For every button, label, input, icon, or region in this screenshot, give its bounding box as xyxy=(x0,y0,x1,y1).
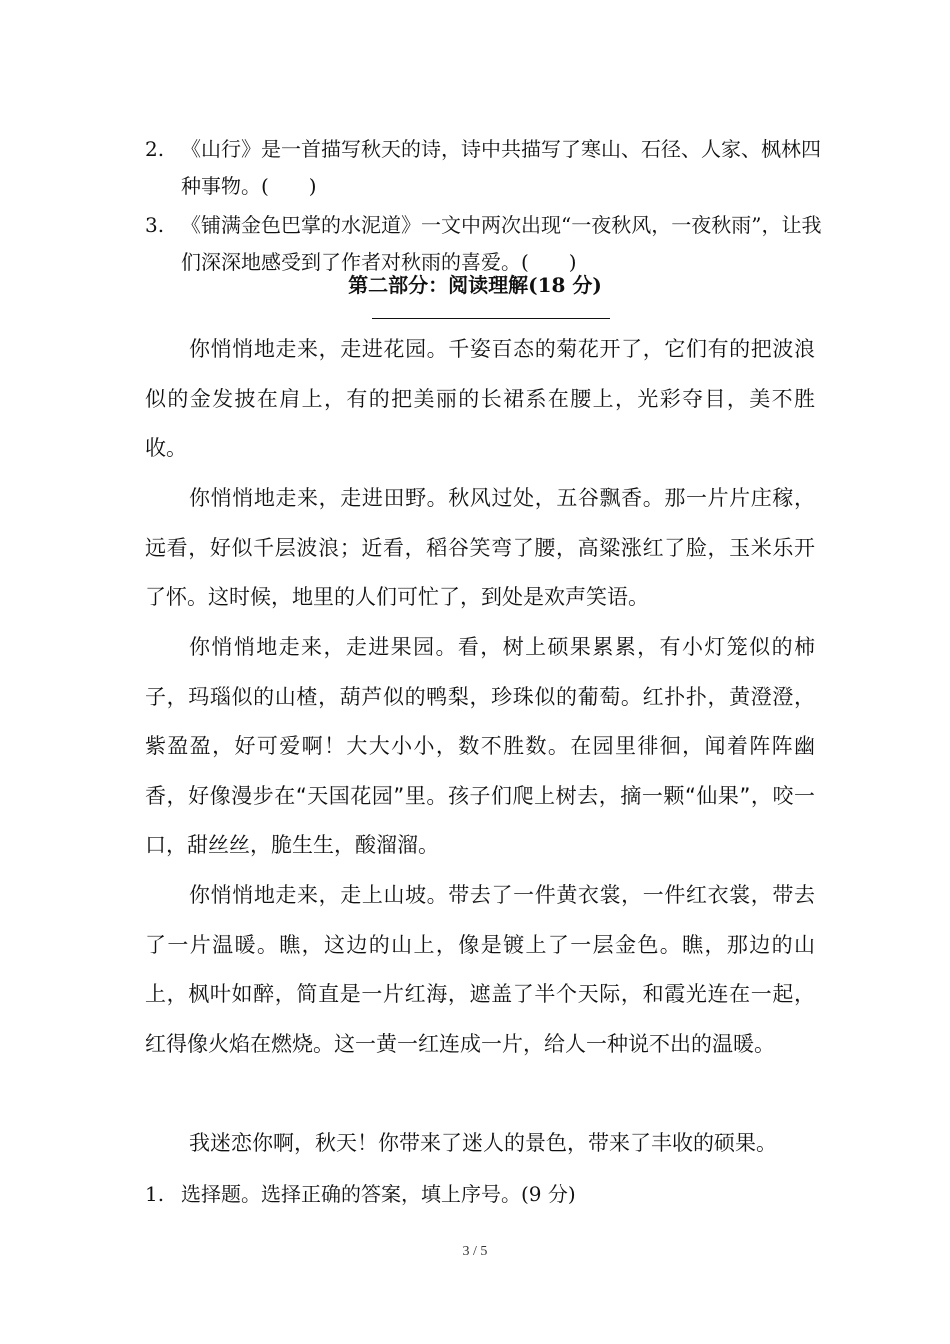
passage-paragraph-1: 你悄悄地走来，走进花园。千姿百态的菊花开了，它们有的把波浪似的金发披在肩上，有的把美丽的长裙系在腰上，光彩夺目，美不胜收。 xyxy=(145,337,815,460)
passage-paragraph-4: 你悄悄地走来，走上山坡。带去了一件黄衣裳，一件红衣裳，带去了一片温暖。瞧，这边的山上，像是镀上了一层金色。瞧，那边的山上，枫叶如醉，简直是一片红海，遮盖了半个天际，和霞光连在一起，红得像火焰在燃烧。这一黄一红连成一片，给人一种说不出的温暖。 xyxy=(145,883,815,1056)
question-2 xyxy=(145,131,835,205)
question-number: 3. xyxy=(145,213,165,237)
question-number: 1. xyxy=(145,1182,165,1206)
passage-paragraph-3: 你悄悄地走来，走进果园。看，树上硕果累累，有小灯笼似的柿子，玛瑙似的山楂，葫芦似的鸭梨，珍珠似的葡萄。红扑扑，黄澄澄，紫盈盈，好可爱啊！大大小小，数不胜数。在园里徘徊，闻着阵阵幽香，好像漫步在“天国花园”里。孩子们爬上树去，摘一颗“仙果”，咬一口，甜丝丝，脆生生，酸溜溜。 xyxy=(145,635,815,857)
heading-underline xyxy=(372,318,610,319)
page-number: 3 / 5 xyxy=(462,1244,488,1259)
question-text: 《铺满金色巴掌的水泥道》一文中两次出现“一夜秋风，一夜秋雨”，让我们深深地感受到了作者对秋雨的喜爱。( ) xyxy=(181,213,822,274)
question-text: 《山行》是一首描写秋天的诗，诗中共描写了寒山、石径、人家、枫林四种事物。( ) xyxy=(181,137,821,198)
question-text: 选择题。选择正确的答案，填上序号。(9 分) xyxy=(181,1182,576,1206)
section-heading: 第二部分：阅读理解(18 分) xyxy=(348,273,602,297)
sub-question-1 xyxy=(145,1176,835,1213)
question-number: 2. xyxy=(145,137,165,161)
passage-paragraph-2: 你悄悄地走来，走进田野。秋风过处，五谷飘香。那一片片庄稼，远看，好似千层波浪；近看，稻谷笑弯了腰，高粱涨红了脸，玉米乐开了怀。这时候，地里的人们可忙了，到处是欢声笑语。 xyxy=(145,486,815,609)
passage-paragraph-5: 我迷恋你啊，秋天！你带来了迷人的景色，带来了丰收的硕果。 xyxy=(189,1131,777,1155)
